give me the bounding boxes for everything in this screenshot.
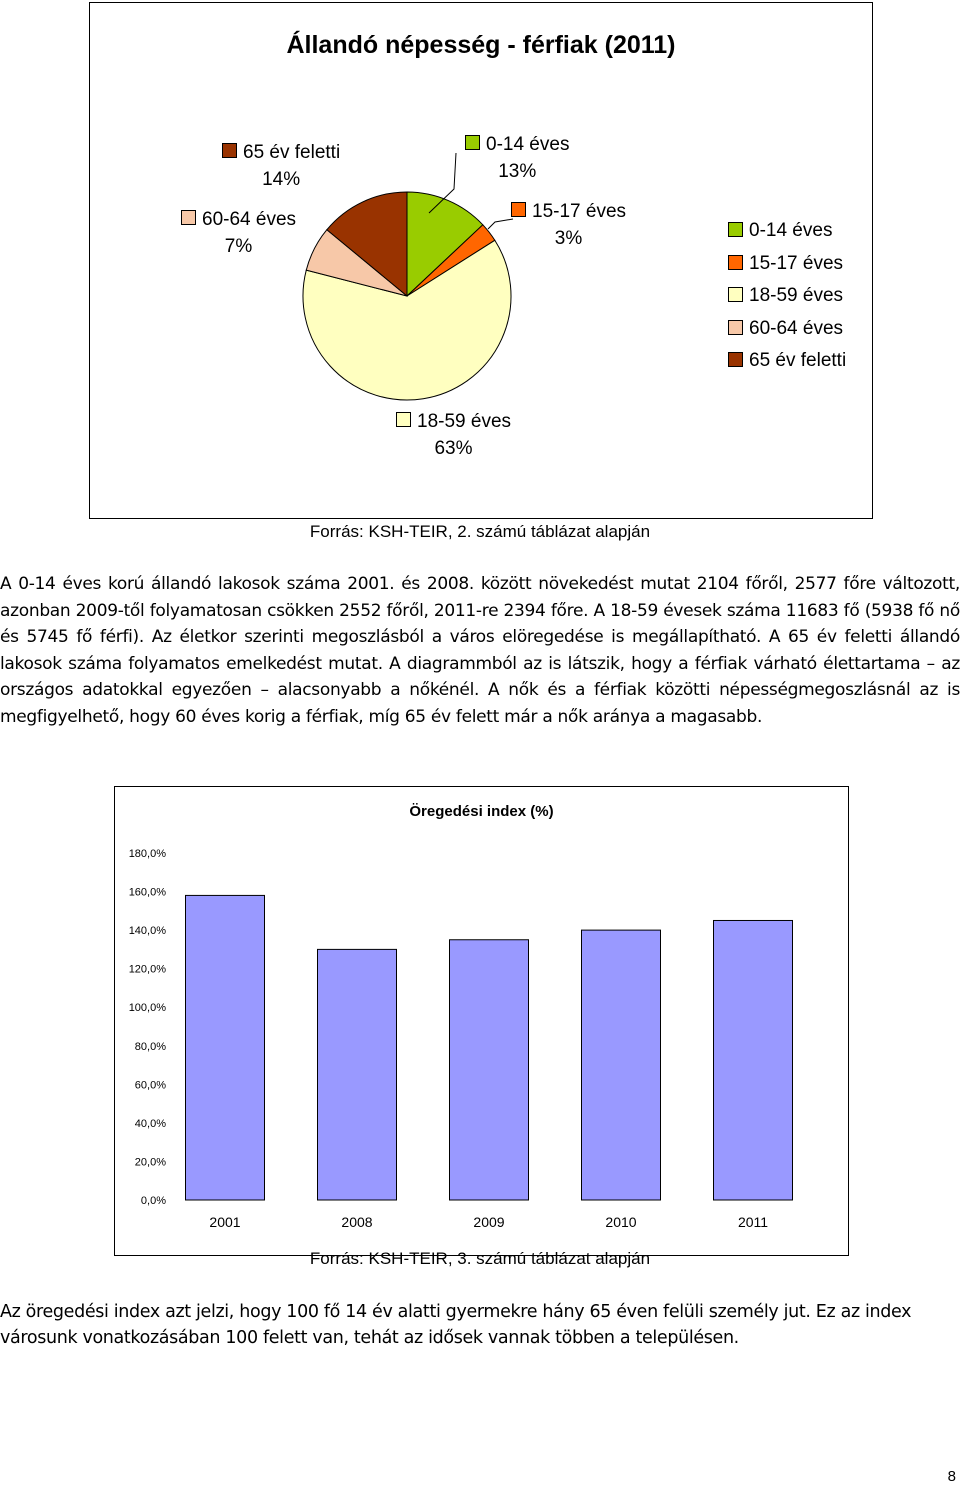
bar-chart-title: Öregedési index (%) [409,803,554,820]
y-tick-label: 40,0% [134,1117,166,1130]
legend-item [728,345,846,378]
y-tick-label: 180,0% [128,848,166,860]
pie-label-60 [181,206,296,260]
x-tick-label: 2011 [737,1214,769,1230]
legend-label: 60-64 éves [749,317,844,339]
y-tick-label: 100,0% [128,1002,166,1015]
x-tick-label: 2001 [209,1214,241,1230]
y-tick-label: 80,0% [134,1040,166,1053]
pie-label-60-value: 7% [224,236,253,257]
pie-label-15-name: 15-17 éves [532,201,627,222]
bar-2009 [450,940,529,1200]
pie-label-60-name: 60-64 éves [202,209,297,230]
bar-chart [115,787,848,1255]
pie-label-0 [465,131,569,185]
y-tick-label: 20,0% [134,1156,166,1169]
paragraph-2: Az öregedési index azt jelzi, hogy 100 fő 14 év alatti gyermekre hány 65 éven felüli személy jut. Ez az index városunk vonatkozásában 100 felett van, tehát az idősek vannak többen a településen. [0,1302,912,1348]
pie-source: Forrás: KSH-TEIR, 2. számú táblázat alapján [309,522,651,541]
pie-leader-line [488,219,513,229]
pie-legend [728,215,846,378]
pie-label-18-value: 63% [434,438,473,459]
swatch-15 [511,202,526,217]
pie-label-0-value: 13% [498,161,537,182]
swatch-60 [181,210,196,225]
legend-label: 15-17 éves [749,252,844,274]
pie-label-0-name: 0-14 éves [486,134,570,155]
legend-swatch [728,255,743,270]
y-tick-label: 160,0% [128,886,166,899]
bar-2011 [714,920,793,1200]
bar-chart-frame [114,786,849,1256]
x-tick-label: 2010 [605,1214,637,1230]
legend-item [728,313,846,346]
bar-source: Forrás: KSH-TEIR, 3. számú táblázat alapján [309,1249,651,1268]
legend-swatch [728,320,743,335]
legend-item [728,248,846,281]
y-tick-label: 60,0% [134,1079,166,1092]
legend-item [728,215,846,248]
page-number: 8 [947,1468,956,1485]
pie-chart-title: Állandó népesség - férfiak (2011) [286,31,676,59]
pie-label-65-name: 65 év feletti [243,142,341,163]
bar-2008 [318,949,397,1200]
paragraph-1: A 0-14 éves korú állandó lakosok száma 2001. és 2008. között növekedést mutat 2104 főről, 2577 főre változott, azonban 2009-től folyamatosan csökken 2552 főről, 2011-re 2394 főre. A 18-59 évesek száma 11683 fő (5938 fő nő és 5745 fő férfi). Az életkor szerinti megoszlásból a város elöregedése is megállapítható. A 65 év feletti állandó lakosok száma folyamatos emelkedést mutat. A diagrammból az is látszik, hogy a férfiak várható élettartama – az országos adatokkal egyezően – alacsonyabb a nőkénél. A nők és a férfiak közötti népességmegoszlásnál az is megfigyelhető, hogy 60 éves korig a férfiak, míg 65 év felett már a nők aránya a magasabb. [0,574,960,727]
swatch-65 [222,143,237,158]
pie-label-18 [396,408,511,462]
legend-swatch [728,352,743,367]
pie-chart-frame [89,2,873,519]
legend-label: 65 év feletti [749,350,847,372]
pie-label-65-value: 14% [262,169,301,190]
legend-label: 18-59 éves [749,285,844,307]
pie-label-65 [222,139,340,193]
pie-label-18-name: 18-59 éves [417,411,512,432]
bar-2001 [186,895,265,1200]
legend-item [728,280,846,313]
x-tick-label: 2009 [473,1214,505,1230]
pie-label-15 [511,198,626,252]
x-tick-label: 2008 [341,1214,373,1230]
legend-label: 0-14 éves [749,220,833,241]
y-tick-label: 0,0% [140,1195,166,1207]
legend-swatch [728,222,743,237]
bar-2010 [582,930,661,1200]
y-tick-label: 140,0% [128,925,166,938]
pie-label-15-value: 3% [554,228,583,249]
swatch-18 [396,412,411,427]
y-tick-label: 120,0% [128,963,166,976]
legend-swatch [728,287,743,302]
swatch-0 [465,135,480,150]
